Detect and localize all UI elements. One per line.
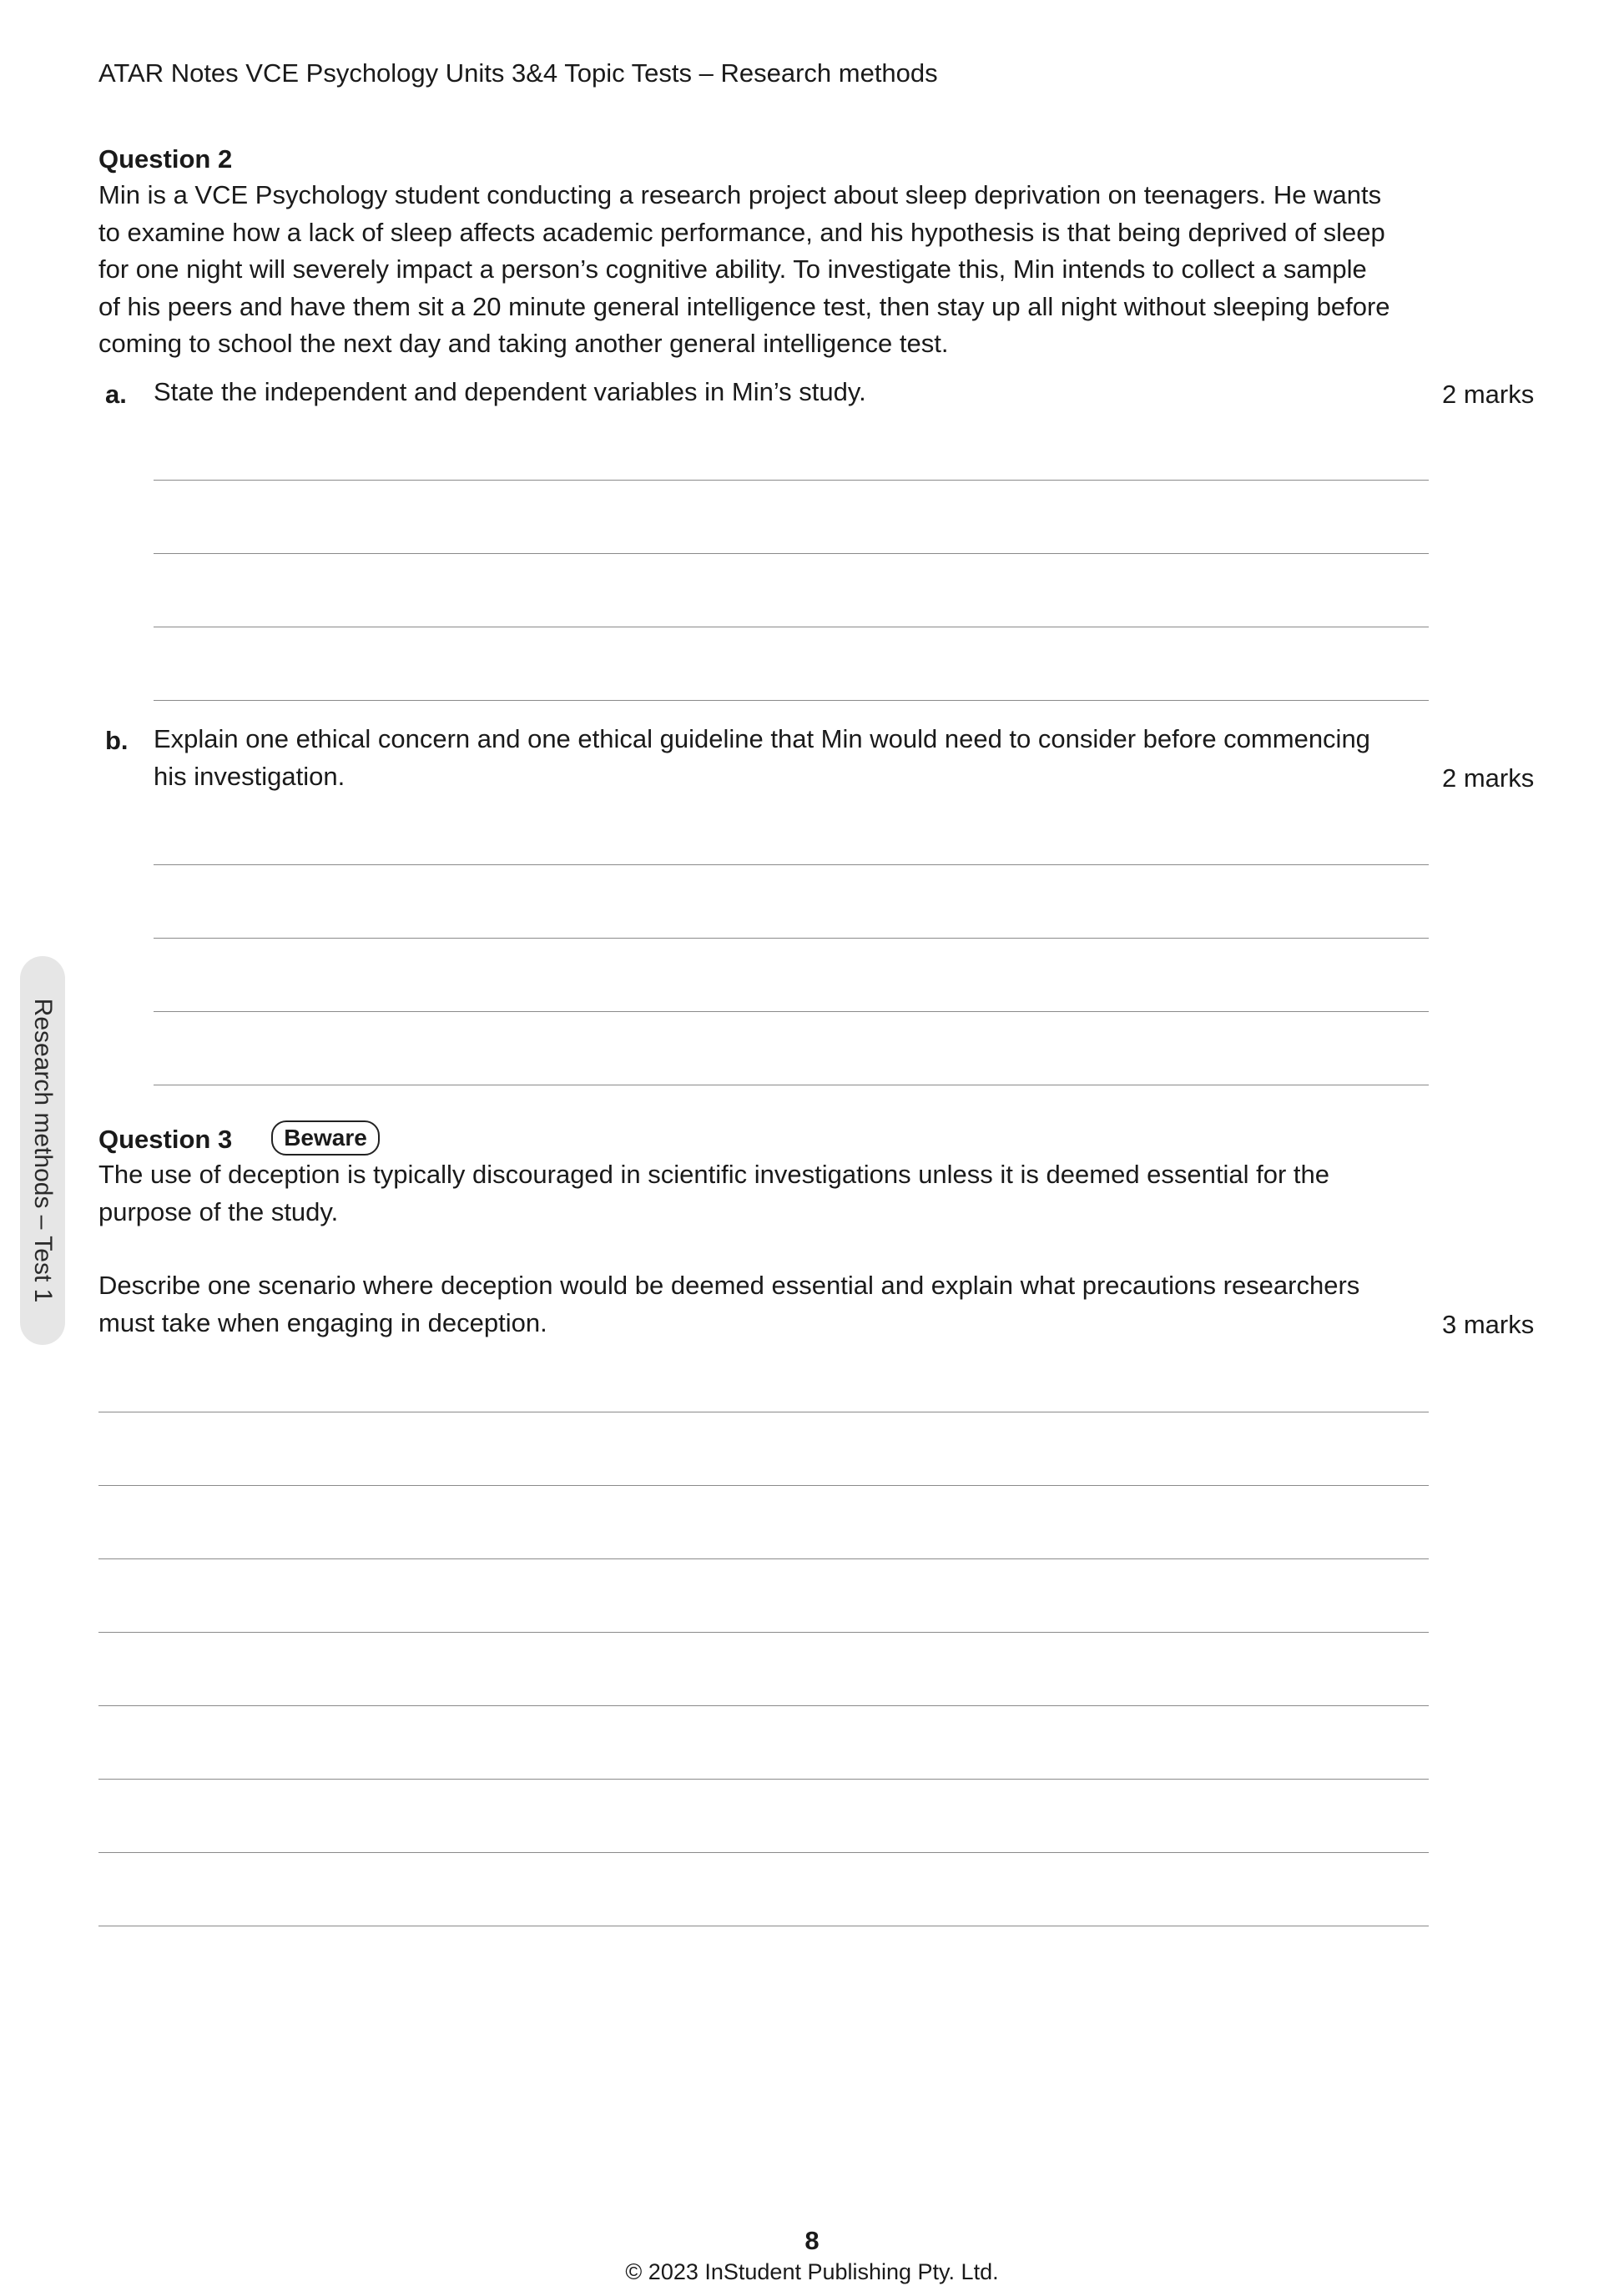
task-line: must take when engaging in deception. (98, 1307, 547, 1337)
part-b-line: his investigation. (154, 761, 345, 791)
stem-line: of his peers and have them sit a 20 minute general intelligence test, then stay up all night without sleeping before (98, 291, 1390, 321)
answer-line-b-2[interactable] (154, 938, 1429, 939)
stem-line: for one night will severely impact a person’s cognitive ability. To investigate this, Min intends to collect a sample (98, 254, 1367, 284)
part-a-text: State the independent and dependent variables in Min’s study. (154, 377, 866, 406)
copyright-notice: © 2023 InStudent Publishing Pty. Ltd. (625, 2259, 999, 2284)
task-line: Describe one scenario where deception would be deemed essential and explain what precautions researchers (98, 1271, 1360, 1300)
stem-line: to examine how a lack of sleep affects academic performance, and his hypothesis is that being deprived of sleep (98, 217, 1385, 247)
stem-line: Min is a VCE Psychology student conducting a research project about sleep deprivation on teenagers. He wants (98, 180, 1382, 209)
intro-line: purpose of the study. (98, 1196, 339, 1226)
answer-line-q3-7[interactable] (98, 1852, 1429, 1853)
answer-line-b-1[interactable] (154, 864, 1429, 865)
question-3-heading: Question 3 (98, 1125, 233, 1154)
beware-badge: Beware (271, 1120, 380, 1156)
page-number: 8 (804, 2226, 820, 2255)
answer-line-q3-5[interactable] (98, 1705, 1429, 1706)
question-3-task (98, 1267, 1429, 1342)
answer-line-a-2[interactable] (154, 553, 1429, 554)
question-3-marks: 3 marks (1442, 1310, 1535, 1339)
answer-line-q3-3[interactable] (98, 1558, 1429, 1559)
answer-line-q3-6[interactable] (98, 1779, 1429, 1780)
answer-line-b-3[interactable] (154, 1011, 1429, 1012)
part-b-letter: b. (105, 726, 129, 755)
side-tab-label: Research methods – Test 1 (29, 998, 57, 1303)
part-b-line: Explain one ethical concern and one ethical guideline that Min would need to consider before commencing (154, 724, 1370, 753)
intro-line: The use of deception is typically discouraged in scientific investigations unless it is deemed essential for the (98, 1160, 1330, 1189)
question-2-heading: Question 2 (98, 144, 233, 174)
question-2-stem (98, 177, 1429, 363)
part-a-marks: 2 marks (1442, 380, 1535, 409)
answer-line-q3-2[interactable] (98, 1485, 1429, 1486)
part-b-text (154, 721, 1429, 795)
stem-line: coming to school the next day and taking another general intelligence test. (98, 329, 949, 358)
answer-line-a-4[interactable] (154, 700, 1429, 701)
running-header: ATAR Notes VCE Psychology Units 3&4 Topic Tests – Research methods (98, 58, 938, 88)
question-3-intro (98, 1156, 1429, 1231)
part-a-letter: a. (105, 380, 127, 409)
part-b-marks: 2 marks (1442, 763, 1535, 793)
answer-line-q3-4[interactable] (98, 1632, 1429, 1633)
answer-line-a-1[interactable] (154, 480, 1429, 481)
